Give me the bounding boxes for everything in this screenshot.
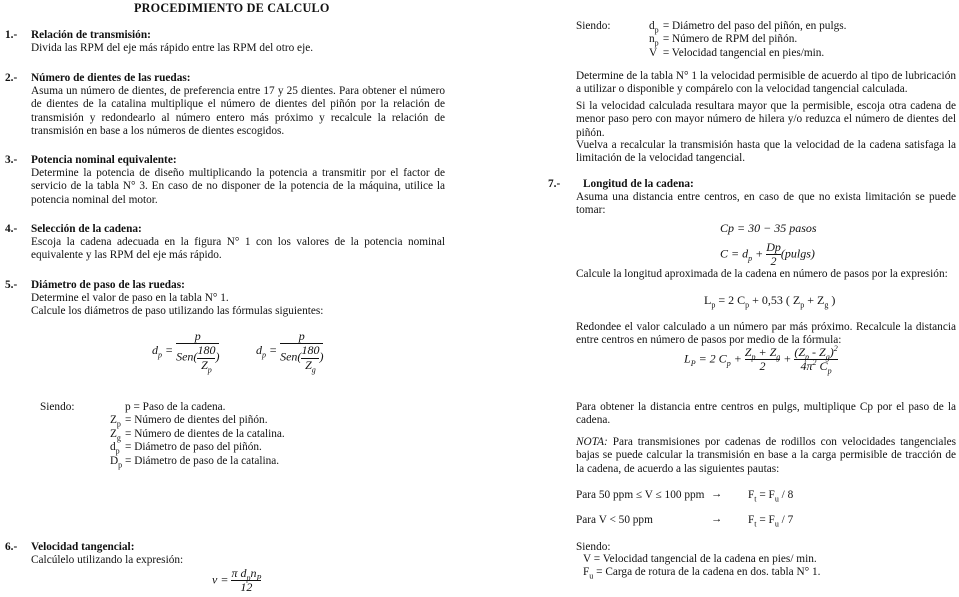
page-title: PROCEDIMIENTO DE CALCULO (134, 1, 330, 15)
result: $F_t = F_u / 7$ (748, 514, 794, 529)
definition: = Diámetro de paso de la catalina. (125, 454, 280, 467)
section-heading: Número de dientes de las ruedas: (31, 72, 191, 84)
siendo-label: Siendo: (40, 401, 75, 413)
definition: $F_u$ = Carga de rotura de la cadena en dos. tabla N° 1. (583, 566, 821, 581)
section-number: 2.- (5, 72, 18, 84)
section-body: Escoja la cadena adecuada en la figura N° 1 con los valores de la potencia nominal equivalente y las RPM del eje más rápido. (31, 236, 445, 262)
definition: V = Velocidad tangencial de la cadena en pies/ min. (583, 553, 817, 565)
section-body: Divida las RPM del eje más rápido entre las RPM del otro eje. (31, 42, 314, 54)
result-eq: = F (759, 514, 775, 526)
result-eq: = F (759, 489, 775, 501)
paragraph: Calcule la longitud aproximada de la cadena en número de pasos por la expresión: (576, 268, 948, 280)
section-heading: Relación de transmisión: (31, 29, 151, 41)
section-body-line: Determine el valor de paso en la tabla N° 1. (31, 292, 229, 304)
siendo-label: Siendo: (576, 20, 611, 32)
definition: = Número de dientes de la catalina. (125, 427, 285, 440)
paragraph: Si la velocidad calculada resultara mayor que la permisible, escoja otra cadena de menor paso pero con mayor número de hilera y/o reduzca el número de dientes del piñón. (576, 100, 956, 139)
section-number: 4.- (5, 223, 18, 235)
result-divisor: / 8 (778, 489, 794, 501)
section-number: 3.- (5, 154, 18, 166)
formula-length-exact: $L_P = 2$ $C_p$ + $\frac{Z_p + Z_g}{2}$ + $\frac{(Z_p - Z_g)^2}{4\pi^2 C_p}$ (684, 344, 838, 376)
definitions-6: $d_p$ = Diámetro del paso del piñón, en pulgs. $n_p$ = Número de RPM del piñón. V = Velocidad tangencial en pies/min. (649, 20, 847, 59)
definition: = Número de dientes del piñón. (125, 414, 268, 427)
section-heading: Velocidad tangencial: (31, 541, 135, 553)
section-heading: Longitud de la cadena: (583, 178, 694, 190)
formula-dp: $d_p$ = p Sen( $\frac{180}{Z_p}$ ) (152, 329, 220, 375)
section-number: 7.- (548, 178, 561, 190)
section-body: Asuma una distancia entre centros, en caso de que no exista limitación se puede tomar: (576, 191, 956, 217)
section-body: Determine la potencia de diseño multiplicando la potencia a transmitir por el factor de servicio de la tabla N° 3. En caso de no disponer de la potencia de la máquina, utilice la potencia nominal del motor. (31, 167, 445, 206)
note-label: NOTA: (576, 436, 608, 448)
section-number: 6.- (5, 541, 18, 553)
section-heading: Selección de la cadena: (31, 223, 142, 235)
paragraph: Para obtener la distancia entre centros en pulgs, multiplique Cp por el paso de la cadena. (576, 401, 956, 427)
paragraph: Redondee el valor calculado a un número par más próximo. Recalcule la distancia entre centros en número de pasos por medio de la fórmula: (576, 321, 956, 347)
section-body: Asuma un número de dientes, de preferencia entre 17 y 25 dientes. Para obtener el número de dientes de la catalina multiplique el número de dientes del piñón por la relación de transmisión y redondearlo al número entero más próximo y recalcule la relación de transmisión en base a los números de dientes escogidos. (31, 85, 445, 138)
condition: Para 50 ppm ≤ V ≤ 100 ppm (576, 489, 705, 501)
formula-dg: $d_p$ = p Sen( $\frac{180}{Z_g}$ ) (256, 329, 324, 375)
definition: = Número de RPM del piñón. (662, 33, 798, 46)
paragraph: Determine de la tabla N° 1 la velocidad permisible de acuerdo al tipo de lubricación a utilizar o disponible y compárelo con la velocidad tangencial calculada. (576, 70, 956, 96)
section-number: 1.- (5, 29, 18, 41)
definitions-5: p = Paso de la cadena. $Z_p$ = Número de dientes del piñón. $Z_g$ = Número de dientes de la catalina. $d_p$ = Diámetro de paso del piñón. $D_p$ = Diámetro de paso de la catalina. (110, 401, 285, 469)
note-body: Para transmisiones por cadenas de rodillos con velocidades tangenciales bajas se puede calcular la transmisión en base a la carga permisible de tracción de la cadena, de acuerdo a las siguientes pautas: (576, 436, 956, 475)
definition: p = Paso de la cadena. (125, 401, 226, 413)
definition: = Diámetro de paso del piñón. (125, 441, 262, 454)
definition-text: Carga de rotura de la cadena en dos. tabla N° 1. (602, 566, 821, 578)
section-heading: Potencia nominal equivalente: (31, 154, 177, 166)
formula-length: $L_p = 2$ $C_p + 0,53$ ( $Z_p + Z_g$ ) (704, 293, 836, 310)
definition: = Velocidad tangencial en pies/min. (662, 46, 825, 59)
section-body-line: Calcule los diámetros de paso utilizando las fórmulas siguientes: (31, 305, 324, 317)
formula-velocity: v = $\frac{\pi d_pn_P}{12}$ (212, 566, 262, 595)
formula-cp: Cp = 30 − 35 pasos (720, 221, 817, 235)
arrow: → (711, 488, 723, 500)
formula-center-distance: $C = d_p$ + $\frac{Dp}{2}$ (pulgs) (720, 240, 815, 269)
result-divisor: / 7 (778, 514, 794, 526)
condition: Para V < 50 ppm (576, 514, 653, 526)
section-heading: Diámetro de paso de las ruedas: (31, 279, 185, 291)
section-number: 5.- (5, 279, 18, 291)
siendo-label: Siendo: (576, 541, 611, 553)
paragraph: Vuelva a recalcular la transmisión hasta que la velocidad de la cadena satisfaga la limitación de la velocidad tangencial. (576, 139, 956, 165)
arrow: → (711, 513, 723, 525)
section-body: Calcúlelo utilizando la expresión: (31, 554, 184, 566)
note-paragraph (576, 436, 956, 476)
result: $F_t = F_u / 8$ (748, 489, 794, 504)
definition: = Diámetro del paso del piñón, en pulgs. (662, 20, 847, 32)
